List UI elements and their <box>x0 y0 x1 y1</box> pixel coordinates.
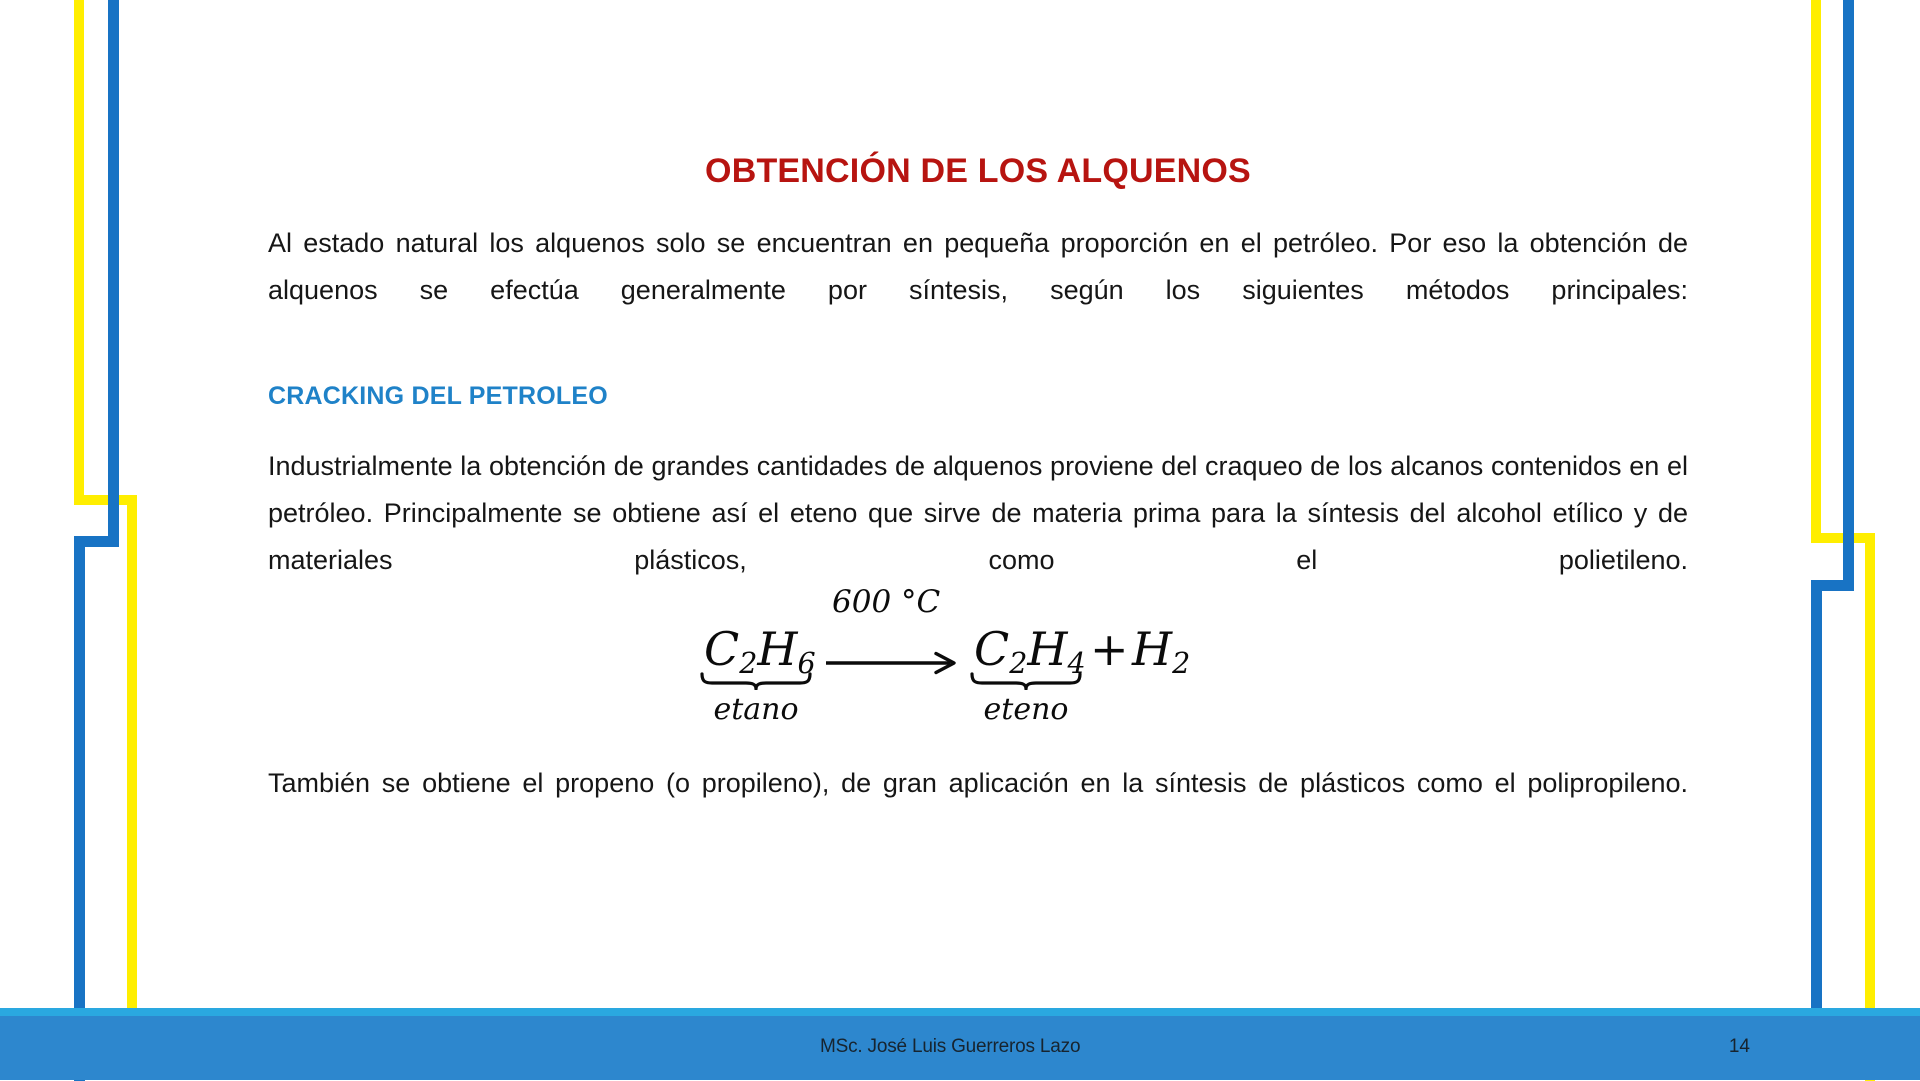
page-title: OBTENCIÓN DE LOS ALQUENOS <box>705 152 1251 190</box>
arrow-right-icon <box>826 650 962 676</box>
product-element-2: H <box>1027 622 1068 676</box>
footer-page-number: 14 <box>1728 1036 1750 1057</box>
body-paragraph: Industrialmente la obtención de grandes cantidades de alquenos proviene del craqueo de los alcanos contenidos en el petróleo. Principalmente se obtiene así el eteno que sirve de materia prima para la síntesis del alcohol etílico y de materiales plásticos, como el polietileno. <box>268 451 1688 575</box>
byproduct-subscript: 2 <box>1172 646 1191 680</box>
footer-accent-band <box>0 1008 1920 1016</box>
intro-paragraph: Al estado natural los alquenos solo se encuentran en pequeña proporción en el petróleo. Por eso la obtención de alquenos se efectúa generalmente por síntesis, según los siguientes métodos principales: <box>268 228 1688 305</box>
decor-left-blue-segment-bottom <box>74 536 85 1081</box>
underbrace-icon <box>700 672 812 690</box>
decor-left-yellow-segment-top <box>74 0 84 503</box>
equation-reactant-brace-group <box>700 672 812 727</box>
chemical-equation <box>268 584 1688 748</box>
slide-content <box>268 0 1688 1008</box>
decor-left-blue-segment-top <box>108 0 119 545</box>
equation-byproduct <box>1132 622 1190 680</box>
underbrace-icon <box>970 672 1082 690</box>
reactant-subscript-1: 2 <box>739 646 758 680</box>
reactant-element-2: H <box>757 622 798 676</box>
decor-right-yellow-segment-bottom <box>1865 533 1875 1081</box>
equation-plus-sign: + <box>1090 622 1129 676</box>
decor-right-yellow-segment-top <box>1811 0 1821 541</box>
product-subscript-1: 2 <box>1009 646 1028 680</box>
reactant-name-label: etano <box>713 692 799 727</box>
equation-product-brace-group <box>970 672 1082 727</box>
section-subheading: CRACKING DEL PETROLEO <box>268 382 608 410</box>
product-subscript-2: 4 <box>1067 646 1086 680</box>
product-element-1: C <box>974 622 1010 676</box>
equation-condition-label: 600 °C <box>832 584 941 620</box>
decor-right-blue-segment-top <box>1843 0 1854 589</box>
decor-left-yellow-segment-bottom <box>127 495 137 1016</box>
reactant-element-1: C <box>704 622 740 676</box>
product-name-label: eteno <box>983 692 1069 727</box>
byproduct-element: H <box>1132 622 1173 676</box>
footer-author: MSc. José Luis Guerreros Lazo <box>820 1036 1081 1057</box>
final-paragraph: También se obtiene el propeno (o propileno), de gran aplicación en la síntesis de plásticos como el polipropileno. <box>268 768 1688 798</box>
reactant-subscript-2: 6 <box>797 646 816 680</box>
decor-right-blue-segment-bottom <box>1811 580 1822 1015</box>
